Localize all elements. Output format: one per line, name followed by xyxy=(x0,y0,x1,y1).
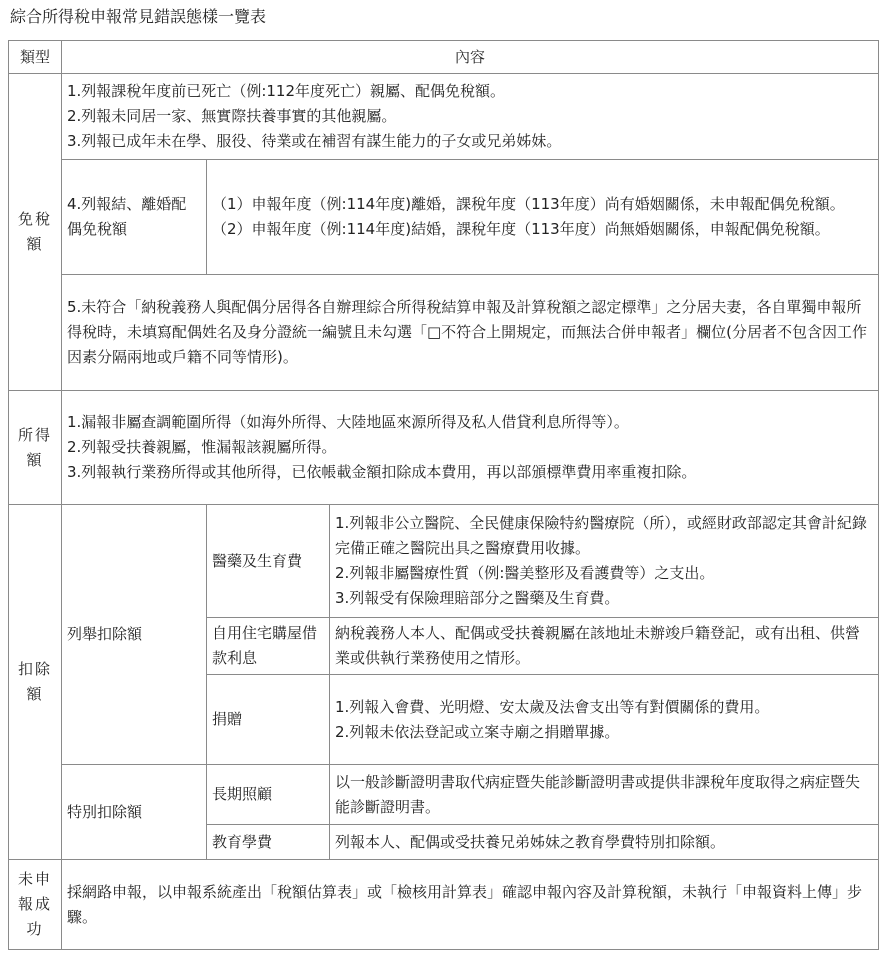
deduction-ltc-row xyxy=(9,765,879,825)
medical-label: 醫藥及生育費 xyxy=(207,505,330,618)
income-item-3: 3.列報執行業務所得或其他所得，已依帳載金額扣除成本費用，再以部頒標準費用率重複扣除。 xyxy=(67,463,697,481)
page-title: 綜合所得稅申報常見錯誤態樣一覽表 xyxy=(10,7,267,26)
special-deduction-label: 特別扣除額 xyxy=(62,765,207,860)
type-deduction: 扣除額 xyxy=(9,505,62,860)
exemption-row-2 xyxy=(9,160,879,275)
exemption-item-4-label: 4.列報結、離婚配偶免稅額 xyxy=(62,160,207,275)
income-row xyxy=(9,391,879,505)
income-item-2: 2.列報受扶養親屬，惟漏報該親屬所得。 xyxy=(67,438,337,456)
tuition-text: 列報本人、配偶或受扶養兄弟姊妹之教育學費特別扣除額。 xyxy=(330,825,879,860)
donation-item-1: 1.列報入會費、光明燈、安太歲及法會支出等有對價關係的費用。 xyxy=(335,697,770,716)
exemption-item-2: 2.列報未同居一家、無實際扶養事實的其他親屬。 xyxy=(67,107,397,125)
ltc-label: 長期照顧 xyxy=(207,765,330,825)
exemption-item-5: 5.未符合「納稅義務人與配偶分居得各自辦理綜合所得稅結算申報及計算稅額之認定標準」之分居夫妻，各自單獨申報所得稅時，未填寫配偶姓名及身分證統一編號且未勾選「□不符合上開規定，而無法合併申報者」欄位(分居者不包含因工作因素分隔兩地或戶籍不同等情形)。 xyxy=(62,275,879,391)
unfiled-row xyxy=(9,860,879,950)
medical-item-3: 3.列報受有保險理賠部分之醫藥及生育費。 xyxy=(335,589,620,607)
exemption-row-3 xyxy=(9,275,879,391)
exemption-items-1-3 xyxy=(62,74,879,160)
unfiled-text: 採網路申報，以申報系統產出「稅額估算表」或「檢核用計算表」確認申報內容及計算稅額，未執行「申報資料上傳」步驟。 xyxy=(62,860,879,950)
exemption-row-1 xyxy=(9,74,879,160)
exemption-item-3: 3.列報已成年未在學、服役、待業或在補習有謀生能力的子女或兄弟姊妹。 xyxy=(67,132,562,150)
header-type: 類型 xyxy=(9,41,62,74)
exemption-item-4-detail-2: （2）申報年度（例:114年度)結婚，課稅年度（113年度）尚無婚姻關係，申報配偶免稅額。 xyxy=(212,220,830,238)
donation-item-2: 2.列報未依法登記或立案寺廟之捐贈單據。 xyxy=(335,722,620,741)
ltc-text: 以一般診斷證明書取代病症暨失能診斷證明書或提供非課稅年度取得之病症暨失能診斷證明書。 xyxy=(330,765,879,825)
exemption-item-4-details xyxy=(207,160,879,275)
table-header-row xyxy=(9,41,879,74)
income-item-1: 1.漏報非屬查調範圍所得（如海外所得、大陸地區來源所得及私人借貸利息所得等）。 xyxy=(67,413,629,431)
donation-items xyxy=(330,675,879,765)
itemized-deduction-label: 列舉扣除額 xyxy=(62,505,207,765)
header-content: 內容 xyxy=(62,41,879,74)
exemption-item-1: 1.列報課稅年度前已死亡（例:112年度死亡）親屬、配偶免稅額。 xyxy=(67,82,505,100)
type-unfiled: 未申報成功 xyxy=(9,860,62,950)
type-exemption: 免稅額 xyxy=(9,74,62,391)
error-types-table xyxy=(8,40,879,950)
medical-item-2: 2.列報非屬醫療性質（例:醫美整形及看護費等）之支出。 xyxy=(335,564,715,582)
medical-item-1: 1.列報非公立醫院、全民健康保險特約醫療院（所），或經財政部認定其會計紀錄完備正確之醫院出具之醫療費用收據。 xyxy=(335,514,867,557)
tuition-label: 教育學費 xyxy=(207,825,330,860)
housing-text: 納稅義務人本人、配偶或受扶養親屬在該地址未辦竣戶籍登記，或有出租、供營業或供執行業務使用之情形。 xyxy=(330,618,879,675)
housing-label: 自用住宅購屋借款利息 xyxy=(207,618,330,675)
donation-label: 捐贈 xyxy=(207,675,330,765)
type-income: 所得額 xyxy=(9,391,62,505)
deduction-medical-row xyxy=(9,505,879,618)
exemption-item-4-detail-1: （1）申報年度（例:114年度)離婚，課稅年度（113年度）尚有婚姻關係，未申報配偶免稅額。 xyxy=(212,195,845,213)
medical-items xyxy=(330,505,879,618)
income-items xyxy=(62,391,879,505)
